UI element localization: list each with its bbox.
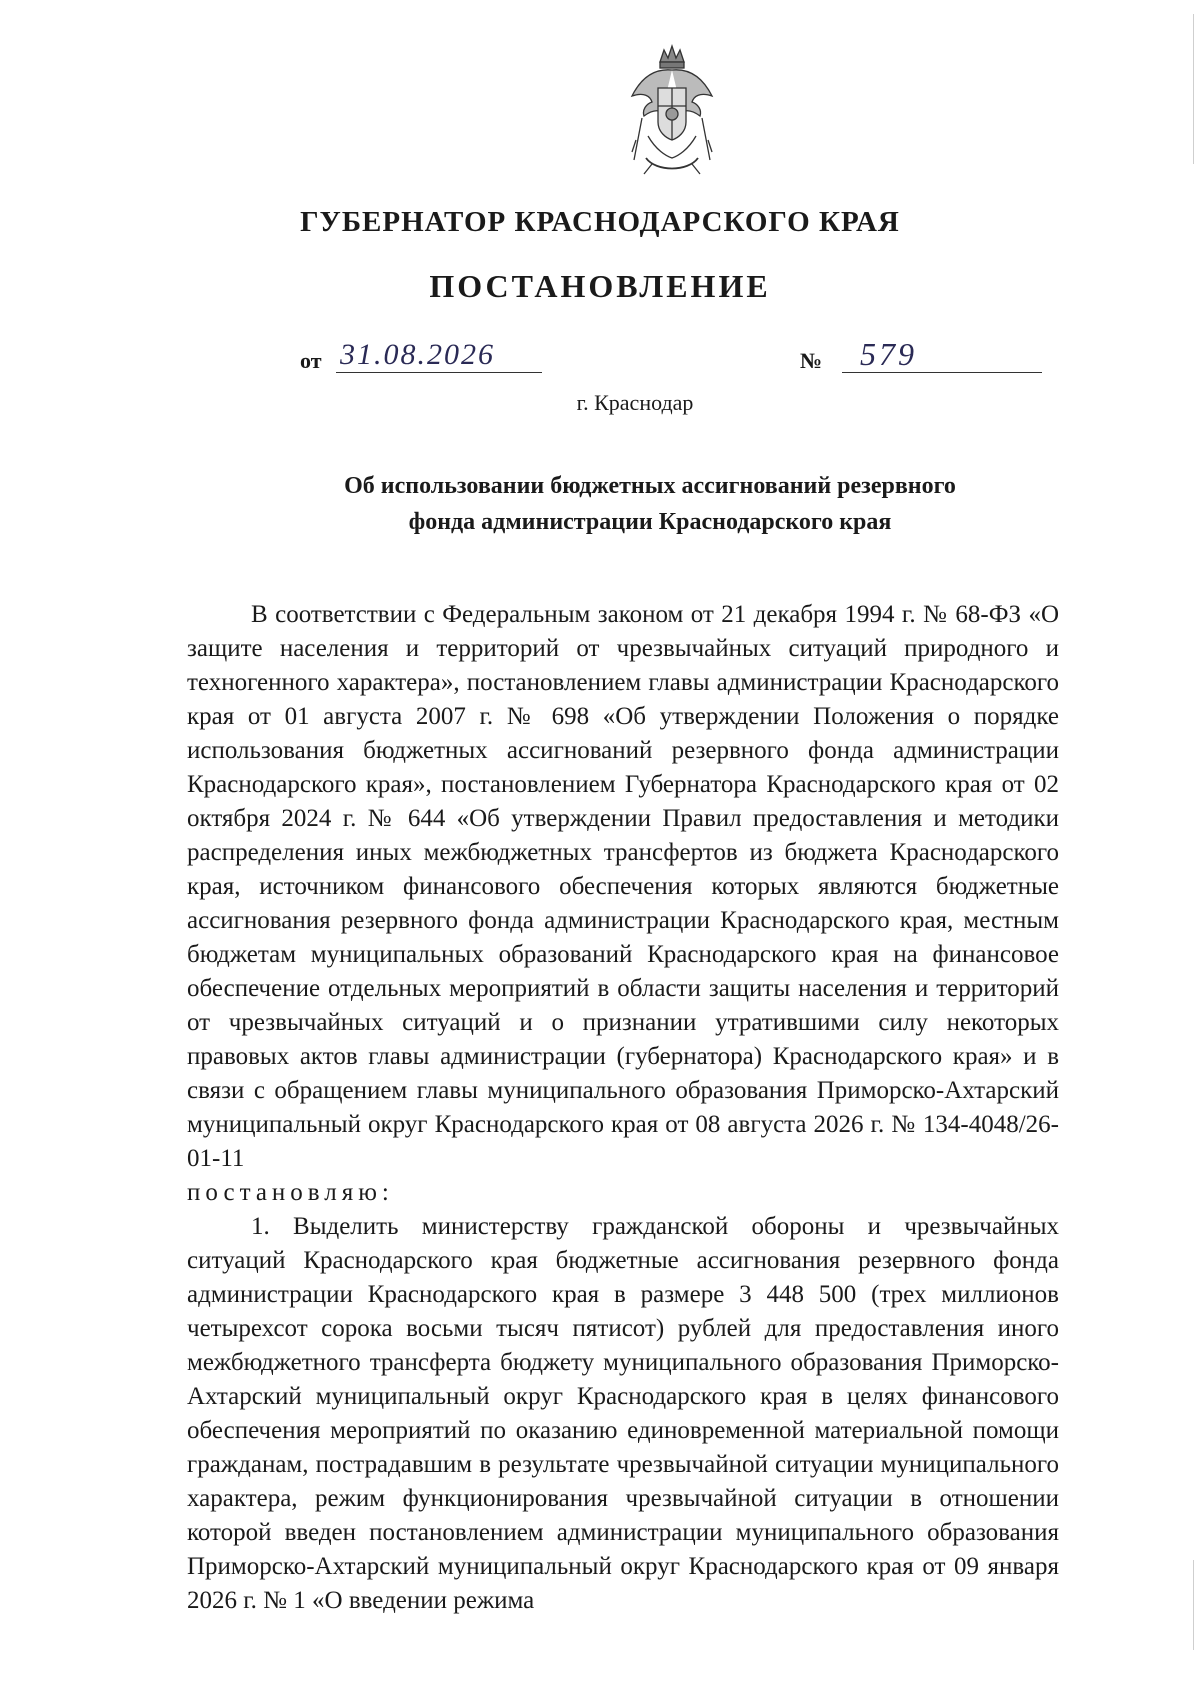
subject-line-2: фонда администрации Краснодарского края bbox=[408, 509, 892, 535]
resolve-word: постановляю: bbox=[187, 1179, 394, 1206]
subject-line-1: Об использовании бюджетных ассигнований резервного bbox=[344, 473, 956, 499]
preamble-paragraph: В соответствии с Федеральным законом от 21 декабря 1994 г. № 68-ФЗ «О защите населения и территорий от чрезвычайных ситуаций природного и техногенного характера», постановлением главы администрации Краснодарского края от 01 августа 2007 г. № 698 «Об утверждении Положения о порядке использования бюджетных ассигнований резервного фонда администрации Краснодарского края», постановлением Губернатора Краснодарского края от 02 октября 2024 г. № 644 «Об утверждении Правил предоставления и методики распределения иных межбюджетных трансфертов из бюджета Краснодарского края, источником финансового обеспечения которых являются бюджетные ассигнования резервного фонда администрации Краснодарского края, местным бюджетам муниципальных образований Краснодарского края на финансовое обеспечение отдельных мероприятий в области защиты населения и территорий от чрезвычайных ситуаций и о признании утратившими силу некоторых правовых актов главы администрации (губернатора) Краснодарского края» и в связи с обращением главы муниципального образования Приморско-Ахтарский муниципальный округ Краснодарского края от 08 августа 2026 г. № 134-4048/26-01-11 bbox=[187, 601, 1059, 1172]
number-label: № bbox=[800, 348, 823, 373]
document-subject bbox=[250, 468, 1050, 540]
scan-edge-mark bbox=[1193, 14, 1194, 164]
date-number-row bbox=[0, 338, 1200, 378]
city-of-issue: г. Краснодар bbox=[576, 390, 694, 415]
date-underline bbox=[336, 372, 542, 373]
document-type: ПОСТАНОВЛЕНИЕ bbox=[429, 268, 771, 304]
document-body bbox=[187, 598, 1059, 1618]
coat-of-arms-emblem bbox=[622, 40, 722, 180]
document-date: 31.08.2026 bbox=[340, 338, 495, 371]
date-prefix-label: от bbox=[300, 348, 322, 373]
item-1-paragraph: 1. Выделить министерству гражданской обороны и чрезвычайных ситуаций Краснодарского края бюджетные ассигнования резервного фонда администрации Краснодарского края в размере 3 448 500 (трех миллионов четырехсот сорока восьми тысяч пятисот) рублей для предоставления иного межбюджетного трансферта бюджету муниципального образования Приморско-Ахтарский муниципальный округ Краснодарского края в целях финансового обеспечения мероприятий по оказанию единовременной материальной помощи гражданам, пострадавшим в результате чрезвычайной ситуации муниципального характера, режим функционирования чрезвычайной ситуации в отношении которой введен постановлением администрации муниципального образования Приморско-Ахтарский муниципальный округ Краснодарского края от 09 января 2026 г. № 1 «О введении режима bbox=[187, 1213, 1059, 1614]
scan-edge-mark-lower bbox=[1193, 1560, 1194, 1650]
document-number: 579 bbox=[860, 336, 917, 372]
issuing-authority: ГУБЕРНАТОР КРАСНОДАРСКОГО КРАЯ bbox=[300, 206, 900, 238]
